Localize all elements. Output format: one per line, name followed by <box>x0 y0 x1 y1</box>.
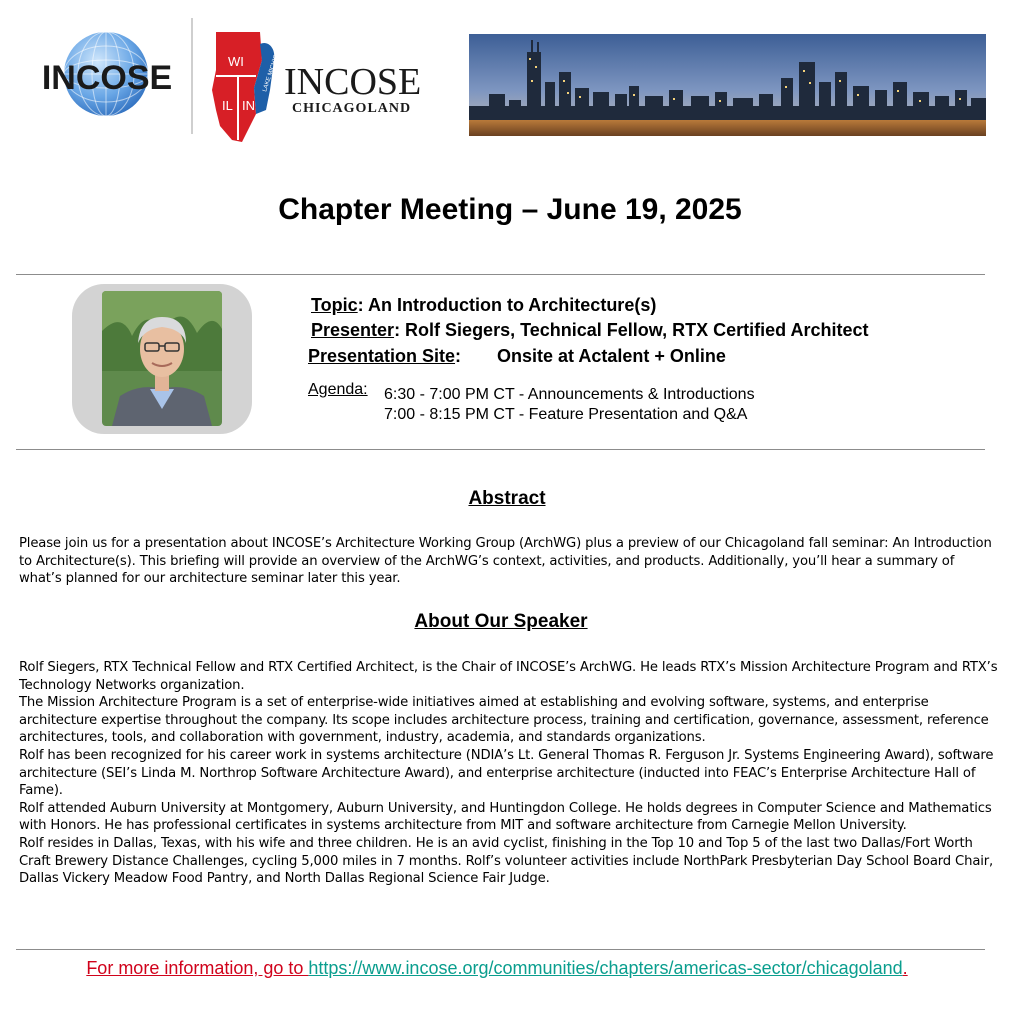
divider <box>16 449 985 450</box>
site-line <box>308 346 461 367</box>
speaker-heading: About Our Speaker <box>414 611 588 632</box>
topic-value: : An Introduction to Architecture(s) <box>357 295 657 315</box>
presenter-label: Presenter <box>311 320 395 340</box>
footer-trail: . <box>902 958 908 978</box>
chicago-skyline-photo <box>469 34 986 136</box>
presenter-value: : Rolf Siegers, Technical Fellow, RTX Certified Architect <box>394 320 869 340</box>
bio-paragraph: Rolf attended Auburn University at Montgomery, Auburn University, and Huntingdon College. He holds degrees in Computer Science and Mathematics with Honors. He has professional certificates in systems architecture from MIT and software architecture from Carnegie Mellon University. <box>19 800 992 834</box>
divider <box>16 274 985 275</box>
bio-paragraph: Rolf has been recognized for his career work in systems architecture (NDIA’s Lt. General Thomas R. Ferguson Jr. Systems Engineering Award), software architecture (SEI’s Linda M. Northrop Software Architecture Award), and enterprise architecture (inducted into FEAC’s Enterprise Architecture Hall of Fame). <box>19 747 994 799</box>
incose-chicagoland-logo <box>210 30 425 146</box>
site-value: Onsite at Actalent + Online <box>497 346 726 366</box>
speaker-bio <box>19 659 999 888</box>
footer <box>0 958 994 979</box>
svg-text:LAKE MICHIGAN: LAKE MICHIGAN <box>262 46 283 93</box>
logo-divider <box>191 18 193 134</box>
bio-paragraph: Rolf Siegers, RTX Technical Fellow and RTX Certified Architect, is the Chair of INCOSE’s ArchWG. He leads RTX’s Mission Architecture Program and RTX’s Technology Networks organization. <box>19 660 998 693</box>
agenda-item: 7:00 - 8:15 PM CT - Feature Presentation and Q&A <box>384 406 748 423</box>
svg-text:CHICAGOLAND: CHICAGOLAND <box>292 101 412 116</box>
page-title: Chapter Meeting – June 19, 2025 <box>278 193 742 226</box>
incose-logo <box>40 30 174 126</box>
topic-line <box>311 295 656 316</box>
topic-label: Topic <box>311 295 358 315</box>
divider <box>16 949 985 950</box>
chapter-link[interactable]: https://www.incose.org/communities/chapters/americas-sector/chicagoland <box>308 958 903 978</box>
bio-paragraph: The Mission Architecture Program is a set of enterprise-wide initiatives aimed at establishing and evolving software, systems, and enterprise architecture expertise throughout the company. Its scope includes architecture process, training and certification, governance, assessment, reference architectures, tools, and collaboration with government, industry, academia, and standards organizations. <box>19 695 989 746</box>
agenda-label: Agenda: <box>308 381 368 398</box>
svg-text:INCOSE: INCOSE <box>41 59 173 97</box>
svg-text:WI: WI <box>228 54 244 69</box>
svg-text:IN: IN <box>242 98 255 113</box>
presenter-line <box>311 320 869 341</box>
svg-text:IL: IL <box>222 98 233 113</box>
footer-lead: For more information, go to <box>86 958 309 978</box>
site-label: Presentation Site <box>308 346 456 366</box>
abstract-text: Please join us for a presentation about INCOSE’s Architecture Working Group (ArchWG) plus a preview of our Chicagoland fall seminar: An Introduction to Architecture(s). This briefing will provide an overview of the ArchWG’s context, activities, and products. Additionally, you’ll hear a summary of what’s planned for our architecture seminar later this year. <box>19 536 992 587</box>
speaker-photo <box>102 291 222 426</box>
svg-text:INCOSE: INCOSE <box>284 61 422 103</box>
site-colon: : <box>455 346 462 366</box>
agenda-item: 6:30 - 7:00 PM CT - Announcements & Introductions <box>384 386 755 403</box>
bio-paragraph: Rolf resides in Dallas, Texas, with his wife and three children. He is an avid cyclist, finishing in the Top 10 and Top 5 of the last two Dallas/Fort Worth Craft Brewery Distance Challenges, cycling 5,000 miles in 7 months. Rolf’s volunteer activities include NorthPark Presbyterian Day School Board Chair, Dallas Vickery Meadow Food Pantry, and North Dallas Regional Science Fair Judge. <box>19 835 994 887</box>
abstract-heading: Abstract <box>468 488 546 509</box>
